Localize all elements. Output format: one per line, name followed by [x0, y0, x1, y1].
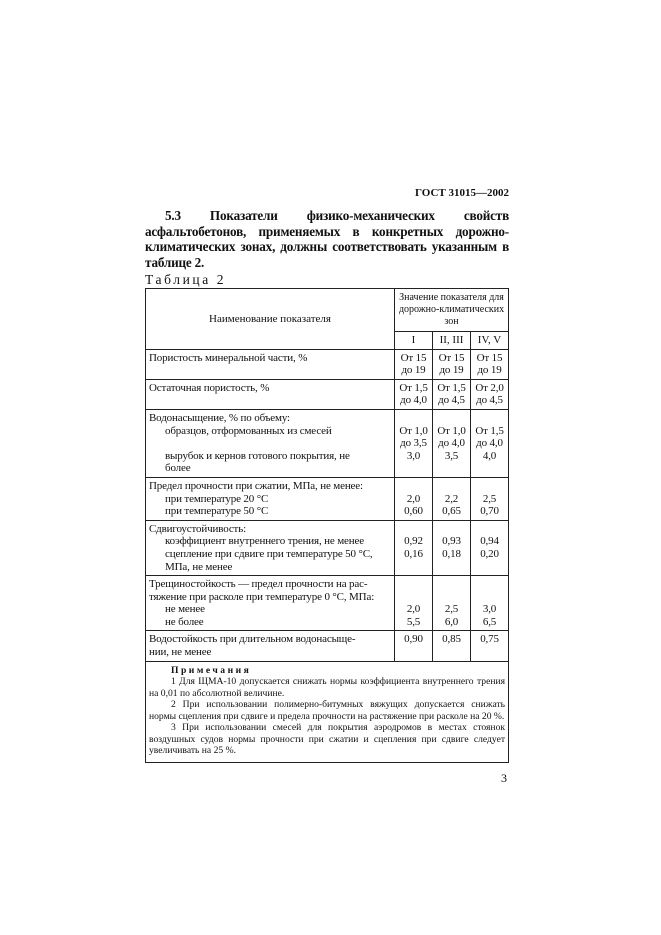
value-cell — [433, 409, 471, 477]
value-line: 3,5 — [444, 449, 459, 462]
intro-text: 5.3 Показатели физико-механических свойств асфальтобетонов, применяемых в конкретных дорожно-климатических зонах, должны соответствовать указанным в таблице 2. — [145, 208, 509, 270]
indicator-line: образцов, отформованных из смесей — [165, 424, 332, 437]
value-line: 0,85 — [442, 633, 461, 646]
indicator-line: Сдвигоустойчивость: — [149, 522, 246, 535]
table-row — [146, 409, 509, 477]
indicator-line: Трещиностойкость — предел прочности на рас- — [149, 578, 368, 591]
value-line: 0,94 — [480, 535, 499, 548]
indicator-name-cell — [146, 379, 395, 409]
indicator-line: вырубок и кернов готового покрытия, не — [165, 449, 350, 462]
value-line: 0,16 — [404, 547, 423, 560]
value-line: 5,5 — [406, 615, 421, 628]
value-cell — [433, 349, 471, 379]
value-line: до 3,5 — [400, 437, 427, 450]
value-line — [396, 578, 431, 591]
indicator-name-cell — [146, 477, 395, 520]
value-line: 0,65 — [442, 505, 461, 518]
value-line: 0,90 — [404, 633, 423, 646]
value-line: до 4,5 — [438, 394, 465, 407]
value-line — [396, 480, 431, 493]
value-line — [396, 646, 431, 659]
indicator-line: при температуре 20 °С — [165, 492, 269, 505]
properties-table — [145, 288, 509, 763]
table-row — [146, 477, 509, 520]
value-line — [472, 561, 507, 574]
indicator-line: Пористость минеральной части, % — [149, 351, 308, 364]
indicator-line: коэффициент внутреннего трения, не менее — [165, 535, 364, 548]
value-cell — [433, 520, 471, 575]
value-cell — [471, 520, 509, 575]
value-line: 0,70 — [480, 505, 499, 518]
value-line — [434, 480, 469, 493]
indicator-line — [149, 364, 391, 377]
value-line — [434, 591, 469, 604]
value-line: 0,75 — [480, 633, 499, 646]
page-number: 3 — [501, 770, 507, 785]
indicator-line: Водонасыщение, % по объему: — [149, 411, 290, 424]
page-body — [145, 208, 509, 786]
indicator-line: при температуре 50 °С — [165, 505, 269, 518]
indicator-line: более — [165, 462, 191, 475]
value-cell — [471, 379, 509, 409]
value-line: От 2,0 — [475, 381, 504, 394]
value-line: 2,0 — [406, 603, 421, 616]
value-line: 0,60 — [404, 505, 423, 518]
table-notes — [146, 661, 509, 762]
indicator-line: Водостойкость при длительном водонасыще- — [149, 633, 356, 646]
indicator-line: сцепление при сдвиге при температуре 50 °С, — [165, 547, 373, 560]
value-line: до 4,5 — [476, 394, 503, 407]
col-header-group: Значение показателя для дорожно-климатических зон — [395, 289, 509, 332]
note: 1 Для ЩМА-10 допускается снижать нормы коэффициента внутреннего трения на 0,01 по абсолютной величине. — [149, 676, 506, 699]
value-line — [434, 646, 469, 659]
value-line — [434, 523, 469, 536]
table-row — [146, 379, 509, 409]
value-cell — [433, 576, 471, 631]
intro-paragraph — [145, 208, 509, 270]
indicator-line: Остаточная пористость, % — [149, 381, 270, 394]
indicator-line: Предел прочности при сжатии, МПа, не менее: — [149, 479, 363, 492]
value-line — [396, 462, 431, 475]
value-cell — [395, 349, 433, 379]
value-line — [472, 523, 507, 536]
indicator-name-cell — [146, 631, 395, 661]
value-line: От 1,5 — [399, 381, 428, 394]
value-line — [434, 561, 469, 574]
indicator-line — [149, 394, 391, 407]
indicator-line: МПа, не менее — [165, 560, 233, 573]
value-line: до 4,0 — [476, 437, 503, 450]
value-line: до 19 — [477, 364, 502, 377]
value-line — [434, 578, 469, 591]
value-line: до 4,0 — [438, 437, 465, 450]
table-row — [146, 631, 509, 661]
indicator-line: тяжение при расколе при температуре 0 °С, МПа: — [149, 590, 375, 603]
value-line: 2,2 — [444, 492, 459, 505]
value-line — [434, 412, 469, 425]
value-line: От 15 — [476, 351, 503, 364]
value-cell — [471, 349, 509, 379]
document-header: ГОСТ 31015—2002 — [415, 187, 509, 199]
value-line: до 19 — [401, 364, 426, 377]
value-cell — [395, 409, 433, 477]
value-cell — [433, 631, 471, 661]
value-line: 4,0 — [482, 449, 497, 462]
value-line — [396, 412, 431, 425]
value-cell — [471, 477, 509, 520]
value-cell — [395, 576, 433, 631]
value-line: От 1,0 — [437, 424, 466, 437]
indicator-name-cell — [146, 576, 395, 631]
value-line: 6,5 — [482, 615, 497, 628]
value-line — [434, 462, 469, 475]
value-line: 0,92 — [404, 535, 423, 548]
value-line: 6,0 — [444, 615, 459, 628]
value-cell — [433, 379, 471, 409]
value-line — [472, 412, 507, 425]
value-line: до 4,0 — [400, 394, 427, 407]
note: 2 При использовании полимерно-битумных вяжущих допускается снижать нормы сцепления при сдвиге и предела прочности на растяжение при расколе на 20 %. — [149, 699, 506, 722]
value-line: От 1,5 — [437, 381, 466, 394]
value-line: 0,18 — [442, 547, 461, 560]
value-line: до 19 — [439, 364, 464, 377]
col-header-zone: I — [395, 332, 433, 350]
value-line: 3,0 — [406, 449, 421, 462]
indicator-line: не более — [165, 615, 204, 628]
value-line: 2,5 — [482, 492, 497, 505]
value-line — [396, 561, 431, 574]
value-cell — [395, 477, 433, 520]
value-line — [472, 578, 507, 591]
value-cell — [471, 631, 509, 661]
value-line — [472, 646, 507, 659]
col-header-zone: IV, V — [471, 332, 509, 350]
value-line: От 15 — [438, 351, 465, 364]
table-caption: Таблица 2 — [145, 272, 227, 287]
table-row — [146, 520, 509, 575]
value-line: 0,93 — [442, 535, 461, 548]
indicator-name-cell — [146, 409, 395, 477]
value-line — [396, 591, 431, 604]
indicator-name-cell — [146, 520, 395, 575]
value-line: От 1,5 — [475, 424, 504, 437]
col-header-zone: II, III — [433, 332, 471, 350]
notes-title: Примечания — [171, 664, 252, 676]
value-line: От 1,0 — [399, 424, 428, 437]
note: 3 При использовании смесей для покрытия аэродромов в местах стоянок воздушных судов нормы прочности при сжатии и сцепления при сдвиге следует увеличивать на 25 %. — [149, 722, 506, 757]
col-header-name: Наименование показателя — [146, 289, 395, 350]
value-line: 0,20 — [480, 547, 499, 560]
value-line — [472, 480, 507, 493]
value-line: 2,0 — [406, 492, 421, 505]
value-line — [472, 462, 507, 475]
value-cell — [433, 477, 471, 520]
value-cell — [471, 409, 509, 477]
value-cell — [471, 576, 509, 631]
value-line: От 15 — [400, 351, 427, 364]
table-row — [146, 576, 509, 631]
indicator-line: не менее — [165, 603, 205, 616]
indicator-name-cell — [146, 349, 395, 379]
value-cell — [395, 520, 433, 575]
value-cell — [395, 631, 433, 661]
indicator-line — [149, 437, 391, 450]
value-line — [472, 591, 507, 604]
indicator-line: нии, не менее — [149, 646, 212, 659]
value-line: 2,5 — [444, 603, 459, 616]
value-cell — [395, 379, 433, 409]
table-row — [146, 349, 509, 379]
value-line: 3,0 — [482, 603, 497, 616]
value-line — [396, 523, 431, 536]
